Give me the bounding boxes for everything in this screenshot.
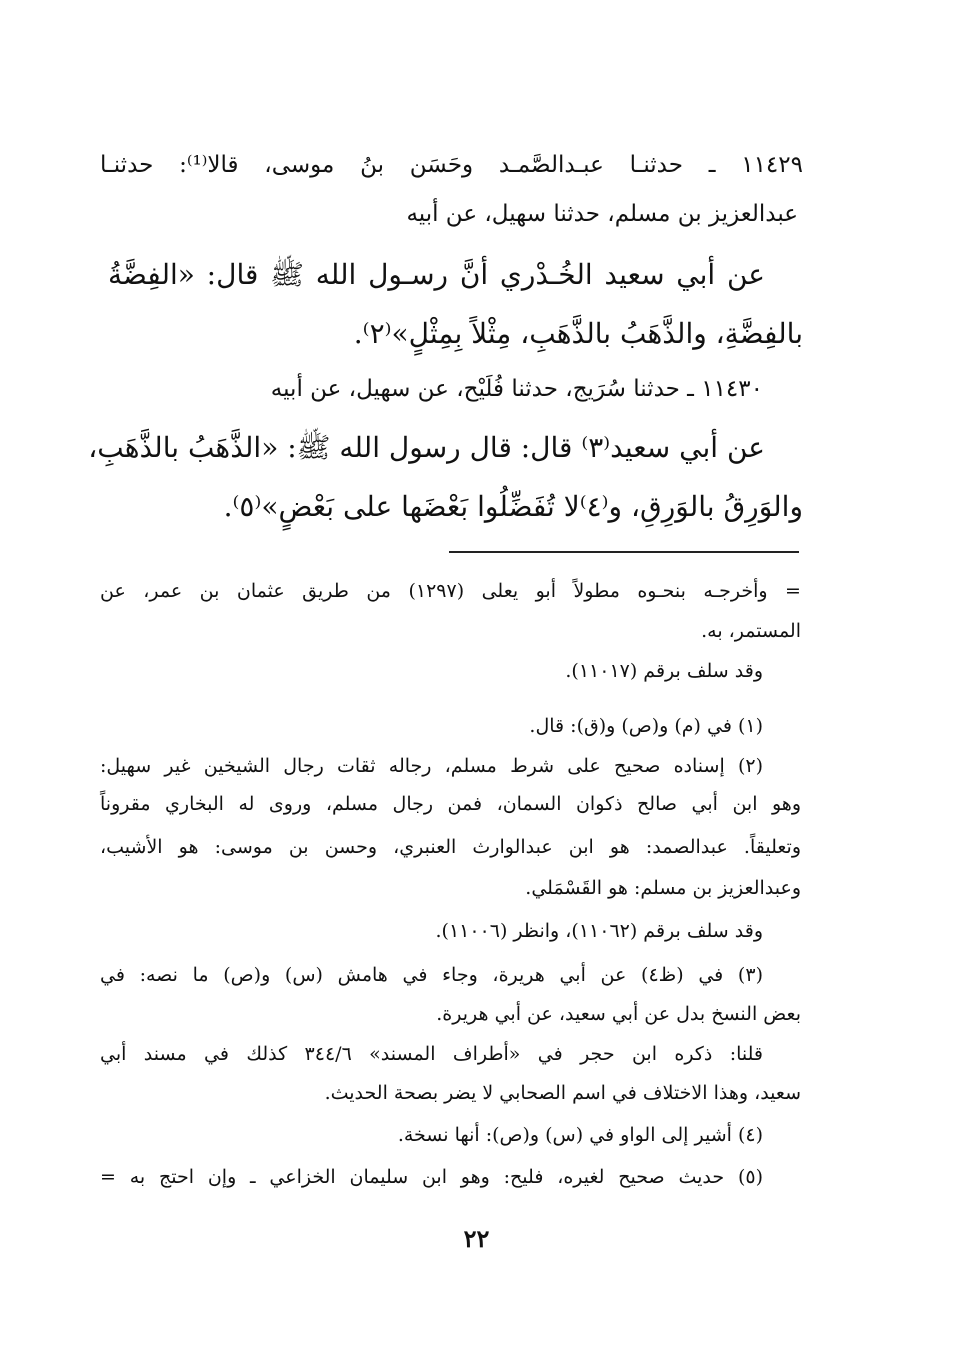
footnote-line: وقد سلف برقم (١١٠٦٢)، وانظر (١١٠٠٦). [435, 920, 763, 942]
hadith-11430-line-1: ١١٤٣٠ ـ حدثنا سُرَيج، حدثنا فُلَيْح، عن سهيل، عن أبيه [270, 376, 763, 402]
footnote-line: (٢) إسناده صحيح على شرط مسلم، رجاله ثقات رجال الشيخين غير سهيل: [100, 755, 763, 777]
footnote-line: المستمر، به. [701, 620, 801, 642]
hadith-11430-matn-line-1: عن أبي سعيد⁽٣⁾ قال: قال رسول الله ﷺ: «الذَّهَبُ بالذَّهَبِ، [88, 431, 765, 464]
footnote-line: (٤) أشير إلى الواو في (س) و(ص): أنها نسخة. [397, 1124, 763, 1146]
footnote-line: (٣) في (ظ٤) عن أبي هريرة، وجاء في هامش (س) و(ص) ما نصه: في [100, 964, 763, 986]
hadith-11429-line-2: عبدالعزيز بن مسلم، حدثنا سهيل، عن أبيه [406, 201, 798, 227]
hadith-11429-matn-line-2: بالفِضَّةِ، والذَّهَبُ بالذَّهَبِ، مِثْلاً بِمِثْلٍ»⁽٢⁾. [353, 317, 803, 350]
footnote-line: (١) في (م) و(ص) و(ق): قال. [529, 715, 763, 737]
page-number: ٢٢ [463, 1224, 490, 1253]
footnote-line: وهو ابن أبي صالح ذكوان السمان، فمن رجال مسلم، وروى له البخاري مقروناً [100, 793, 801, 815]
footnote-line: قلنا: ذكره ابن حجر في «أطراف المسند» ٣٤٤/٦ كذلك في مسند أبي [100, 1043, 764, 1065]
footnote-line: (٥) حديث صحيح لغيره، فليح: وهو ابن سليمان الخزاعي ـ وإن احتج به = [100, 1166, 763, 1188]
footnote-line: سعيد، وهذا الاختلاف في اسم الصحابي لا يضر بصحة الحديث. [324, 1082, 801, 1104]
hadith-11429-matn-line-1: عن أبي سعيد الخُـدْري أنَّ رسـول الله ﷺ قال: «الفِضَّةُ [108, 258, 765, 291]
footnote-line: = وأخرجـه بنحـوه مطولاً أبو يعلى (١٢٩٧) من طريق عثمان بن عمر، عن [100, 580, 801, 602]
footnote-separator [449, 551, 799, 553]
footnote-line: وقد سلف برقم (١١٠١٧). [565, 660, 763, 682]
footnote-line: بعض النسخ بدل عن أبي سعيد، عن أبي هريرة. [436, 1003, 801, 1025]
footnote-line: وتعليقاً. عبدالصمد: هو ابن عبدالوارث العنبري، وحسن بن موسى: هو الأشيب، [100, 836, 801, 858]
hadith-11430-matn-line-2: والوَرِقُ بالوَرِقِ، و⁽٤⁾لا تُفَضِّلُوا بَعْضَها على بَعْضٍ»⁽٥⁾. [223, 490, 803, 523]
hadith-11429-line-1: ١١٤٢٩ ـ حدثنـا عبـدالصَّمـد وحَسَن بنُ موسى، قالا⁽¹⁾: حدثنـا [100, 152, 803, 178]
footnote-line: وعبدالعزيز بن مسلم: هو القَسْمَلي. [525, 877, 801, 899]
